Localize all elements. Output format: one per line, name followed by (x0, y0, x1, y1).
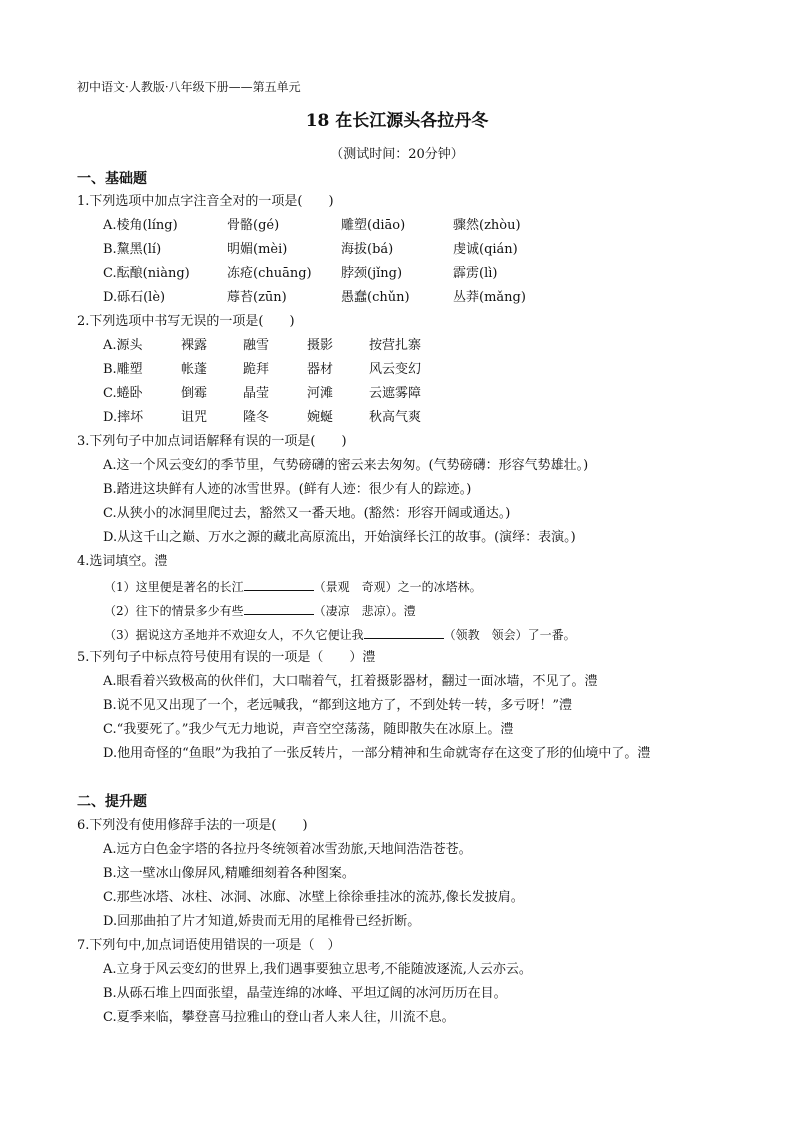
lesson-title: 18 在长江源头各拉丹冬 (305, 111, 489, 131)
question-7-option-c: C.夏季来临，攀登喜马拉雅山的登山者人来人往，川流不息。 (103, 1010, 455, 1025)
q2-b-3: 跪拜 (243, 362, 270, 377)
q1-d-1: D.砾石(lè) (103, 290, 166, 305)
q4-2-prefix: （2）往下的情景多少有些 (104, 604, 244, 618)
test-time: （测试时间：20分钟） (330, 147, 464, 162)
q4-3-blank[interactable] (364, 626, 444, 639)
question-6-option-b: B.这一壁冰山像屏风,精雕细刻着各种图案。 (103, 866, 355, 881)
q2-a-4: 摄影 (307, 338, 334, 353)
q4-1-suffix: （景观 奇观）之一的冰塔林。 (313, 580, 482, 594)
q2-c-2: 倒霉 (181, 386, 208, 401)
q2-c-3: 晶莹 (243, 386, 270, 401)
question-6-option-a: A.远方白色金字塔的各拉丹冬统领着冰雪劲旅,天地间浩浩苍苍。 (103, 842, 472, 857)
q4-1-prefix: （1）这里便是著名的长江 (104, 580, 244, 594)
q1-c-2: 冻疮(chuāng) (227, 266, 312, 281)
question-4-item-2 (104, 602, 416, 619)
question-5-option-d: D.他用奇怪的“鱼眼”为我拍了一张反转片，一部分精神和生命就寄存在这变了形的仙境中了。澧 (103, 746, 651, 761)
question-6-option-d: D.回那曲拍了片才知道,娇贵而无用的尾椎骨已经折断。 (103, 914, 421, 929)
question-3-option-a: A.这一个风云变幻的季节里，气势磅礴的密云来去匆匆。(气势磅礴：形容气势雄壮。) (103, 458, 589, 473)
q2-a-5: 按营扎寨 (369, 338, 422, 353)
q1-a-3: 雕塑(diāo) (341, 218, 406, 233)
q1-d-2: 蓐苔(zūn) (227, 290, 287, 305)
question-2-stem: 2.下列选项中书写无误的一项是( ) (77, 314, 295, 329)
question-7-stem: 7.下列句中,加点词语使用错误的一项是（ ） (77, 938, 341, 953)
question-5-option-c: C.“我要死了。”我少气无力地说，声音空空荡荡，随即散失在冰原上。澧 (103, 722, 514, 737)
question-3-option-b: B.踏进这块鲜有人迹的冰雪世界。(鲜有人迹：很少有人的踪迹。) (103, 482, 472, 497)
q4-3-prefix: （3）据说这方圣地并不欢迎女人，不久它便让我 (104, 628, 364, 642)
q2-b-5: 风云变幻 (369, 362, 422, 377)
question-4-item-3 (104, 626, 576, 643)
q4-2-blank[interactable] (244, 602, 314, 615)
q1-d-4: 丛莽(mǎng) (453, 290, 526, 305)
question-1-stem: 1.下列选项中加点字注音全对的一项是( ) (77, 194, 334, 209)
q2-d-3: 隆冬 (243, 410, 270, 425)
q1-a-2: 骨骼(gé) (227, 218, 280, 233)
q1-a-4: 骤然(zhòu) (453, 218, 521, 233)
course-header: 初中语文·人教版·八年级下册——第五单元 (77, 80, 301, 94)
q4-1-blank[interactable] (244, 578, 314, 591)
question-5-option-b: B.说不见又出现了一个，老远喊我，“都到这地方了，不到处转一转，多亏呀！”澧 (103, 698, 572, 713)
question-5-stem: 5.下列句子中标点符号使用有误的一项是（ ）澧 (77, 650, 376, 665)
q1-c-3: 脖颈(jǐng) (341, 266, 403, 281)
q2-d-2: 诅咒 (181, 410, 208, 425)
q2-c-1: C.蜷卧 (103, 386, 143, 401)
q2-a-1: A.源头 (103, 338, 143, 353)
q1-b-3: 海拔(bá) (341, 242, 394, 257)
question-6-option-c: C.那些冰塔、冰柱、冰洞、冰廊、冰壁上徐徐垂挂冰的流苏,像长发披肩。 (103, 890, 524, 905)
question-7-option-b: B.从砾石堆上四面张望，晶莹连绵的冰峰、平坦辽阔的冰河历历在目。 (103, 986, 507, 1001)
q2-d-4: 婉蜒 (307, 410, 334, 425)
q4-3-suffix: （领教 领会）了一番。 (443, 628, 576, 642)
question-3-stem: 3.下列句子中加点词语解释有误的一项是( ) (77, 434, 347, 449)
question-6-stem: 6.下列没有使用修辞手法的一项是( ) (77, 818, 308, 833)
question-4-item-1 (104, 578, 482, 595)
question-5-option-a: A.眼看着兴致极高的伙伴们，大口喘着气，扛着摄影器材，翻过一面冰墙，不见了。澧 (103, 674, 598, 689)
q2-b-4: 器材 (307, 362, 334, 377)
section-basic-heading: 一、基础题 (77, 171, 147, 187)
q1-d-3: 愚蠢(chǔn) (341, 290, 410, 305)
q1-c-4: 霹雳(lì) (453, 266, 498, 281)
q1-b-2: 明媚(mèi) (227, 242, 288, 257)
q2-c-4: 河滩 (307, 386, 334, 401)
question-3-option-c: C.从狭小的冰洞里爬过去，豁然又一番天地。(豁然：形容开阔或通达。) (103, 506, 511, 521)
q1-b-4: 虔诚(qián) (453, 242, 518, 257)
q2-d-5: 秋高气爽 (369, 410, 422, 425)
question-4-stem: 4.选词填空。澧 (77, 554, 168, 569)
question-3-option-d: D.从这千山之巅、万水之源的藏北高原流出，开始演绎长江的故事。(演绎：表演。) (103, 530, 576, 545)
q2-d-1: D.摔坏 (103, 410, 144, 425)
q2-a-2: 裸露 (181, 338, 208, 353)
q1-c-1: C.酝酿(niàng) (103, 266, 190, 281)
q2-b-2: 帐蓬 (181, 362, 208, 377)
q4-2-suffix: （凄凉 悲凉）。澧 (313, 604, 416, 618)
q2-a-3: 融雪 (243, 338, 270, 353)
question-7-option-a: A.立身于风云变幻的世界上,我们遇事要独立思考,不能随波逐流,人云亦云。 (103, 962, 532, 977)
q1-b-1: B.黧黑(lí) (103, 242, 162, 257)
q1-a-1: A.棱角(líng) (103, 218, 178, 233)
section-advanced-heading: 二、提升题 (77, 794, 147, 810)
q2-b-1: B.雕塑 (103, 362, 143, 377)
q2-c-5: 云遮雾障 (369, 386, 422, 401)
